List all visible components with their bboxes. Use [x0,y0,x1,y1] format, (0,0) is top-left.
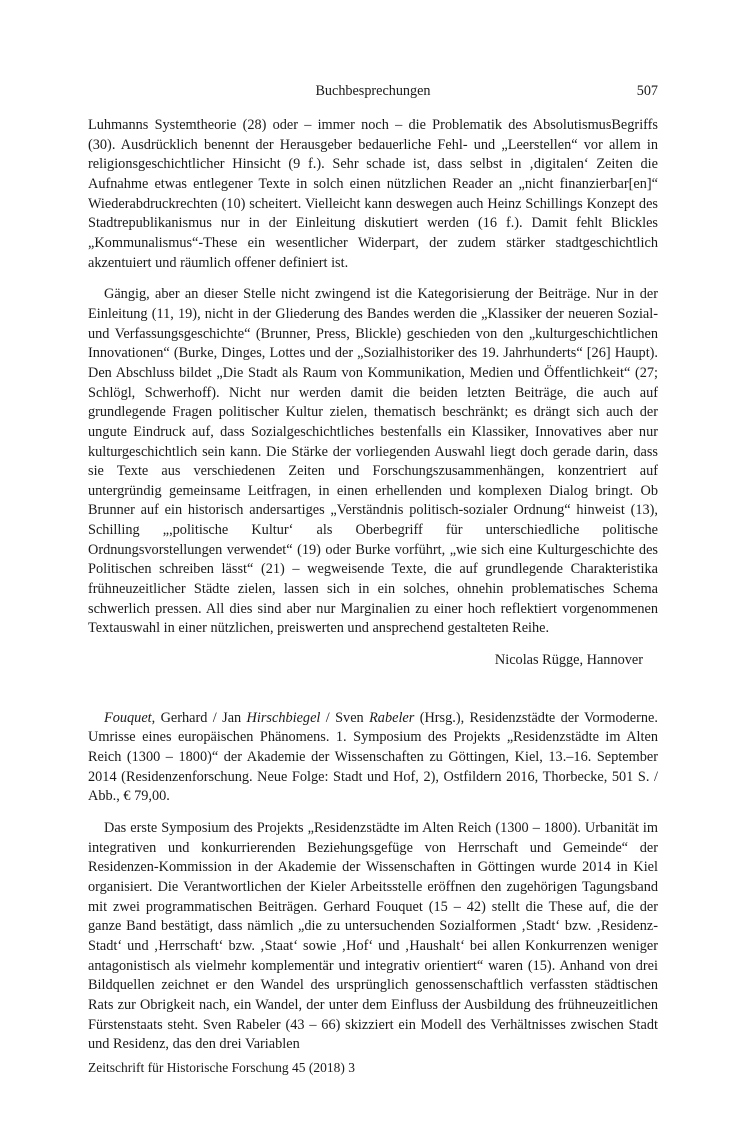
journal-footer: Zeitschrift für Historische Forschung 45 (2018) 3 [88,1060,355,1075]
section-title: Buchbesprechungen [315,83,431,99]
citation-author-1: Fouquet [104,709,152,726]
reviewer-signature: Nicolas Rügge, Hannover [494,652,643,669]
citation-author-3: Rabeler [369,709,415,726]
review1-paragraph-1: Luhmanns Systemtheorie (28) oder – immer noch – die Problematik des AbsolutismusBegriffs (30). Ausdrücklich benennt der Herausgeber bedauerliche Fehl- und „Leerstellen“ vor allem in religionsgeschichtlicher Hinsicht (9 f.). Sehr schade ist, dass selbst in ‚digitalen‘ Zeiten die Aufnahme etwas entlegener Texte in solch einen nützlichen Reader an „nicht finanzierbar[en]“ Wiederabdruckrechten (10) scheitert. Vielleicht kann deswegen auch Heinz Schillings Konzept des Stadtrepublikanismus nur in der Einleitung diskutiert werden (16 f.). Damit fehlt Blickles „Kommunalismus“-These ein wesentlicher Widerpart, der zudem stärker stadtgeschichtlich akzentuiert und räumlich offener definiert ist. [88,117,658,271]
running-header [88,83,658,103]
review2-paragraph-1: Das erste Symposium des Projekts „Residenzstädte im Alten Reich (1300 – 1800). Urbanität im integrativen und konkurrierenden Beziehungsgefüge von Herrschaft und Gemeinde“ der Residenzen-Kommission in der Akademie der Wissenschaften in Göttingen wurde 2014 in Kiel organisiert. Die Verantwortlichen der Kieler Arbeitsstelle eröffnen den zugehörigen Tagungsband mit zwei programmatischen Beiträgen. Gerhard Fouquet (15 – 42) stellt die These auf, die der ganze Band bestätigt, dass nämlich „die zu untersuchenden Sozialformen ‚Stadt‘ bzw. ‚Residenz-Stadt‘ und ‚Herrschaft‘ bzw. ‚Staat‘ sowie ‚Hof‘ und ‚Haushalt‘ bei allen Konkurrenzen weniger antagonistisch als vielmehr komplementär und integrativ orientiert“ waren (15). Anhand von drei Bildquellen zeichnet er den Wandel des ursprünglich genossenschaftlich verfassten städtischen Rats zur Obrigkeit nach, ein Wandel, der unter dem Einfluss der Ausbildung des frühneuzeitlichen Fürstenstaats steht. Sven Rabeler (43 – 66) skizziert ein Modell des Verhältnisses zwischen Stadt und Residenz, das den drei Variablen [88,820,658,1053]
page-number: 507 [636,83,658,99]
review2-citation: Fouquet, Gerhard / Jan Hirschbiegel / Sven Rabeler (Hrsg.), Residenzstädte der Vormoderne. Umrisse eines europäischen Phänomens. 1. Symposium des Projekts „Residenzstädte im Alten Reich (1300 – 1800)“ der Akademie der Wissenschaften zu Göttingen, Kiel, 13.–16. September 2014 (Residenzenforschung. Neue Folge: Stadt und Hof, 2), Ostfildern 2016, Thorbecke, 501 S. / Abb., € 79,00. [88,709,658,805]
citation-author-2: Hirschbiegel [246,709,321,726]
review1-paragraph-2: Gängig, aber an dieser Stelle nicht zwingend ist die Kategorisierung der Beiträge. Nur in der Einleitung (11, 19), nicht in der Gliederung des Bandes werden die „Klassiker der neueren Sozial- und Verfassungsgeschichte“ (Brunner, Press, Blickle) geschieden von den „kulturgeschichtlichen Innovationen“ (Burke, Dinges, Lottes und der „Sozialhistoriker des 19. Jahrhunderts“ [26] Haupt). Den Abschluss bildet „Die Stadt als Raum von Kommunikation, Medien und Öffentlichkeit“ (27; Schlögl, Schwerhoff). Nicht nur werden damit die beiden letzten Beiträge, die auch auf grundlegende Fragen politischer Kultur zielen, thematisch beschränkt; es drängt sich auch der ungute Eindruck auf, dass Sozialgeschichtliches bestenfalls ein Klassiker, Innovatives aber nur kulturgeschichtlich sein kann. Die Stärke der vorliegenden Auswahl liegt doch gerade darin, dass sie Texte aus verschiedenen Zeiten und Forschungszusammenhängen, konzentriert auf untergründig gemeinsame Leitfragen, in einen erhellenden und komplexen Dialog bringt. Ob Brunner auf ein historisch andersartiges „Verständnis politisch-sozialer Ordnung“ hinweist (13), Schilling „,politische Kultur‘ als Oberbegriff für unterschiedliche politische Ordnungsvorstellungen verwendet“ (19) oder Burke vorführt, „wie sich eine Kulturgeschichte des Politischen schreiben lässt“ (21) – wegweisende Texte, die auf grundlegende Charakteristika frühneuzeitlicher Städte zielen, lassen sich in ein solches, ohnehin problematisches Schema schwerlich pressen. All dies sind aber nur Marginalien zu einer hoch reflektiert vorgenommenen Textauswahl in einer nützlichen, preiswerten und ansprechend gestalteten Reihe. [88,286,658,637]
body-text [88,116,658,1055]
